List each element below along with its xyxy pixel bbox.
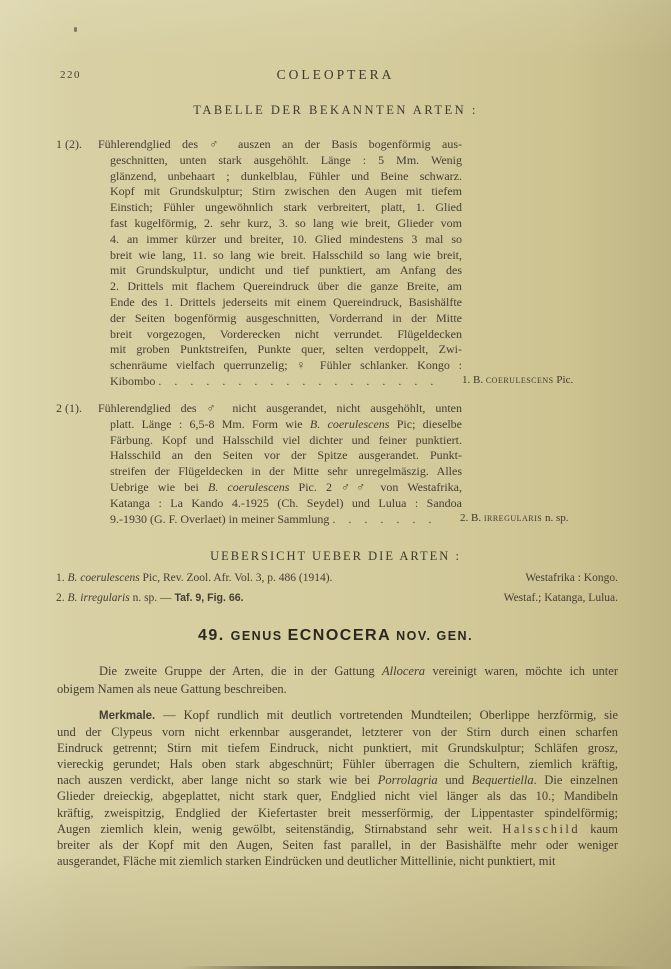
text-segment: Halsschild an den Seiten vor der Spitze ausgerandet. Punkt- bbox=[110, 448, 462, 463]
italic-text: B. coerulescens bbox=[67, 572, 140, 584]
species-2-citation bbox=[56, 592, 244, 604]
text-segment: Kibombo bbox=[110, 373, 159, 388]
key-entry-1-label: 1 (2). bbox=[56, 137, 82, 151]
text-line bbox=[110, 295, 462, 311]
text-line bbox=[98, 401, 462, 417]
text-segment: Halsschild bbox=[502, 821, 581, 836]
text-segment: 1. B. bbox=[462, 374, 486, 386]
text-segment: . Die einzelnen bbox=[533, 773, 619, 788]
text-segment: coerulescens bbox=[485, 374, 554, 386]
text-segment: GENUS bbox=[230, 629, 288, 643]
text-segment: Die zweite Gruppe der Arten, die in der Gattung bbox=[99, 664, 383, 678]
text-segment: ECNOCERA bbox=[287, 627, 392, 644]
text-segment: 2. bbox=[56, 592, 68, 604]
text-line bbox=[110, 263, 462, 279]
text-line bbox=[57, 756, 618, 772]
text-line bbox=[57, 724, 618, 740]
running-header: COLEOPTERA bbox=[276, 67, 395, 82]
text-segment: n. sp. bbox=[542, 512, 569, 524]
text-segment: Glieder dreieckig, abgeplattet, nicht stark quer, Endglied nicht viel länger als das 10.; Mandibeln bbox=[57, 789, 618, 804]
dot-leader: . . . . . . . bbox=[332, 511, 437, 526]
text-segment: glänzend, unbehaart ; dunkelblau, Fühler und Beine schwarz. bbox=[110, 168, 462, 183]
text-line bbox=[110, 200, 462, 216]
table-heading: TABELLE DER BEKANNTEN ARTEN : bbox=[193, 103, 478, 117]
scan-speck bbox=[74, 27, 77, 32]
text-segment: streifen der Flügeldecken in der Mitte sehr unregelmäszig. Alles bbox=[110, 464, 462, 479]
text-line bbox=[57, 788, 618, 804]
text-line bbox=[110, 311, 462, 327]
text-line bbox=[110, 417, 462, 433]
text-segment: platt. Länge : 6,5-8 Mm. Form wie bbox=[110, 416, 310, 431]
text-segment: Merkmale. bbox=[99, 710, 156, 722]
text-segment: mit groben Punktstreifen, Punkte quer, selten verdoppelt, Zwi- bbox=[110, 342, 462, 357]
intro-paragraph bbox=[57, 662, 618, 698]
text-segment: Taf. 9, Fig. 66. bbox=[174, 592, 244, 604]
italic-text: Bequertiella bbox=[471, 773, 534, 788]
text-segment: kaum bbox=[580, 821, 618, 836]
text-line bbox=[110, 342, 462, 358]
species-list-row-2 bbox=[56, 592, 618, 604]
text-line bbox=[57, 680, 618, 698]
text-line bbox=[110, 327, 462, 343]
text-segment: mit Grundskulptur, undicht und tief punktiert, am Anfang des bbox=[110, 263, 462, 278]
key-entry-2 bbox=[56, 401, 466, 527]
text-segment: vereinigt waren, möchte ich unter bbox=[425, 664, 618, 678]
text-line bbox=[110, 248, 462, 264]
text-line bbox=[57, 772, 618, 788]
species-1-citation bbox=[56, 572, 332, 584]
text-line bbox=[110, 448, 462, 464]
text-line bbox=[110, 480, 462, 496]
text-segment: 9.-1930 (G. F. Overlaet) in meiner Sammlung bbox=[110, 511, 333, 526]
text-segment: und der Clypeus vorn nicht erkennbar ausgerandet, letzterer von der Stirn durch einen scharfen bbox=[57, 725, 618, 740]
text-segment: 4. an immer kürzer und breiter, 10. Glied mindestens 3 mal so bbox=[110, 231, 462, 246]
text-segment: obigem Namen als neue Gattung beschreiben. bbox=[57, 682, 287, 696]
merkmale-paragraph bbox=[57, 707, 618, 869]
text-line bbox=[57, 662, 618, 680]
text-segment: breiter als der Kopf mit den Augen, Seiten fast parallel, in der Basishälfte mehr oder weniger bbox=[57, 837, 618, 852]
text-segment: schenräume vielfach querrunzelig; ♀ Fühler schlanker. Kongo : bbox=[110, 358, 462, 373]
text-segment: Fühlerendglied des ♂ auszen an der Basis bogenförmig aus- bbox=[98, 137, 462, 151]
text-line bbox=[110, 184, 462, 200]
text-segment: und bbox=[437, 773, 472, 788]
text-line bbox=[110, 512, 462, 528]
text-segment: Katanga : La Kando 4.-1925 (Ch. Seydel) und Lulua : Sandoa bbox=[110, 495, 462, 510]
uebersicht-heading: UEBERSICHT UEBER DIE ARTEN : bbox=[210, 549, 461, 563]
text-line bbox=[57, 805, 618, 821]
italic-text: Allocera bbox=[382, 664, 426, 678]
text-line bbox=[57, 821, 618, 837]
text-line bbox=[110, 216, 462, 232]
text-segment: ausgerandet, Fläche mit ziemlich starken Eindrücken und deutlicher Mittellinie, nicht punktiert, mit bbox=[57, 853, 556, 868]
key-result-2 bbox=[460, 512, 569, 524]
text-line bbox=[57, 740, 618, 756]
text-segment: Kopf mit Grundskulptur; Stirn zwischen den Augen mit tiefem bbox=[110, 184, 462, 199]
text-line bbox=[110, 358, 462, 374]
text-line bbox=[110, 433, 462, 449]
text-segment: irregularis bbox=[483, 512, 543, 524]
text-segment: Pic. bbox=[553, 374, 574, 386]
text-segment: breit vorgezogen, Vorderecken nicht verrundet. Flügeldecken bbox=[110, 326, 462, 341]
text-segment: breit wie lang, 11. so lang wie breit. Halsschild so lang wie breit, bbox=[110, 247, 462, 262]
text-line bbox=[57, 707, 618, 724]
text-segment: fast kugelförmig, 2. sehr kurz, 3. so lang wie breit, Glieder vom bbox=[110, 215, 462, 230]
text-segment: — Kopf rundlich mit deutlich vortretenden Mundteilen; Oberlippe herzförmig, sie bbox=[155, 708, 618, 722]
text-segment: viereckig gerundet; Hals oben stark abgeschnürt; Fühler überragen die Schultern, ziemlich kräftig, bbox=[57, 757, 618, 772]
text-segment: Fühlerendglied des ♂ nicht ausgerandet, nicht ausgehöhlt, unten bbox=[98, 401, 462, 415]
dot-leader: . . . . . . . . . . . . . . . . . . bbox=[158, 373, 439, 388]
text-line bbox=[110, 153, 462, 169]
text-segment: Pic; dieselbe bbox=[389, 416, 462, 431]
italic-text: B. coerulescens bbox=[309, 416, 390, 431]
text-segment: 2. B. bbox=[460, 512, 484, 524]
key-entry-1 bbox=[56, 137, 466, 390]
key-entry-2-text bbox=[98, 401, 462, 527]
species-2-distribution: Westaf.; Katanga, Lulua. bbox=[503, 592, 618, 604]
text-segment: Pic. 2 ♂♂ von Westafrika, bbox=[289, 479, 462, 494]
text-segment: Uebrige wie bei bbox=[110, 479, 208, 494]
text-line bbox=[110, 279, 462, 295]
text-line bbox=[57, 853, 618, 869]
text-segment: Eindruck getrennt; Stirn mit tiefem Eindruck, nicht punktiert, mit Grundskulptur; Schläfen grosz, bbox=[57, 741, 618, 756]
text-segment: der Seiten bogenförmig ausgeschnitten, Vorderrand in der Mitte bbox=[110, 310, 462, 325]
italic-text: Porrolagria bbox=[377, 773, 438, 788]
text-line bbox=[98, 137, 462, 153]
text-segment: geschnitten, unten stark ausgehöhlt. Länge : 5 Mm. Wenig bbox=[110, 152, 462, 167]
text-line bbox=[110, 169, 462, 185]
text-segment: 49. bbox=[197, 627, 231, 644]
key-entry-2-label: 2 (1). bbox=[56, 401, 82, 415]
text-segment: Ende des 1. Drittels jederseits mit einem Quereindruck, Basishälfte bbox=[110, 294, 462, 309]
text-line bbox=[110, 496, 462, 512]
species-1-distribution: Westafrika : Kongo. bbox=[525, 572, 618, 584]
text-segment: 1. bbox=[56, 572, 68, 584]
text-segment: kräftig, zweispitzig, Endglied der Kiefertaster breit messerförmig, der Lippentaster spindelförmig; bbox=[57, 805, 618, 820]
text-line bbox=[110, 374, 462, 390]
text-segment: nach auszen verdickt, aber lange nicht so stark wie bei bbox=[57, 773, 378, 788]
text-segment: Einstich; Fühler ungewöhnlich stark verbreitert, platt, 1. Glied bbox=[110, 200, 462, 215]
text-line bbox=[110, 464, 462, 480]
key-entry-1-text bbox=[98, 137, 462, 390]
species-list-row-1 bbox=[56, 572, 618, 584]
text-segment: n. sp. — bbox=[129, 592, 175, 604]
text-segment: Pic, Rev. Zool. Afr. Vol. 3, p. 486 (1914). bbox=[139, 572, 333, 584]
text-segment: 2. Drittels mit flachem Quereindruck über die ganze Breite, am bbox=[110, 279, 462, 294]
text-line bbox=[110, 232, 462, 248]
text-line bbox=[57, 837, 618, 853]
italic-text: B. irregularis bbox=[67, 592, 130, 604]
key-result-1 bbox=[462, 374, 573, 386]
page-number: 220 bbox=[60, 69, 81, 81]
text-segment: Augen ziemlich klein, wenig gewölbt, seitenständig, Stirnabstand sehr weit. bbox=[57, 821, 503, 836]
genus-heading bbox=[0, 627, 671, 645]
italic-text: B. coerulescens bbox=[207, 479, 290, 494]
text-segment: Färbung. Kopf und Halsschild viel dichter und feiner punktiert. bbox=[110, 432, 462, 447]
text-segment: NOV. GEN. bbox=[391, 629, 474, 643]
